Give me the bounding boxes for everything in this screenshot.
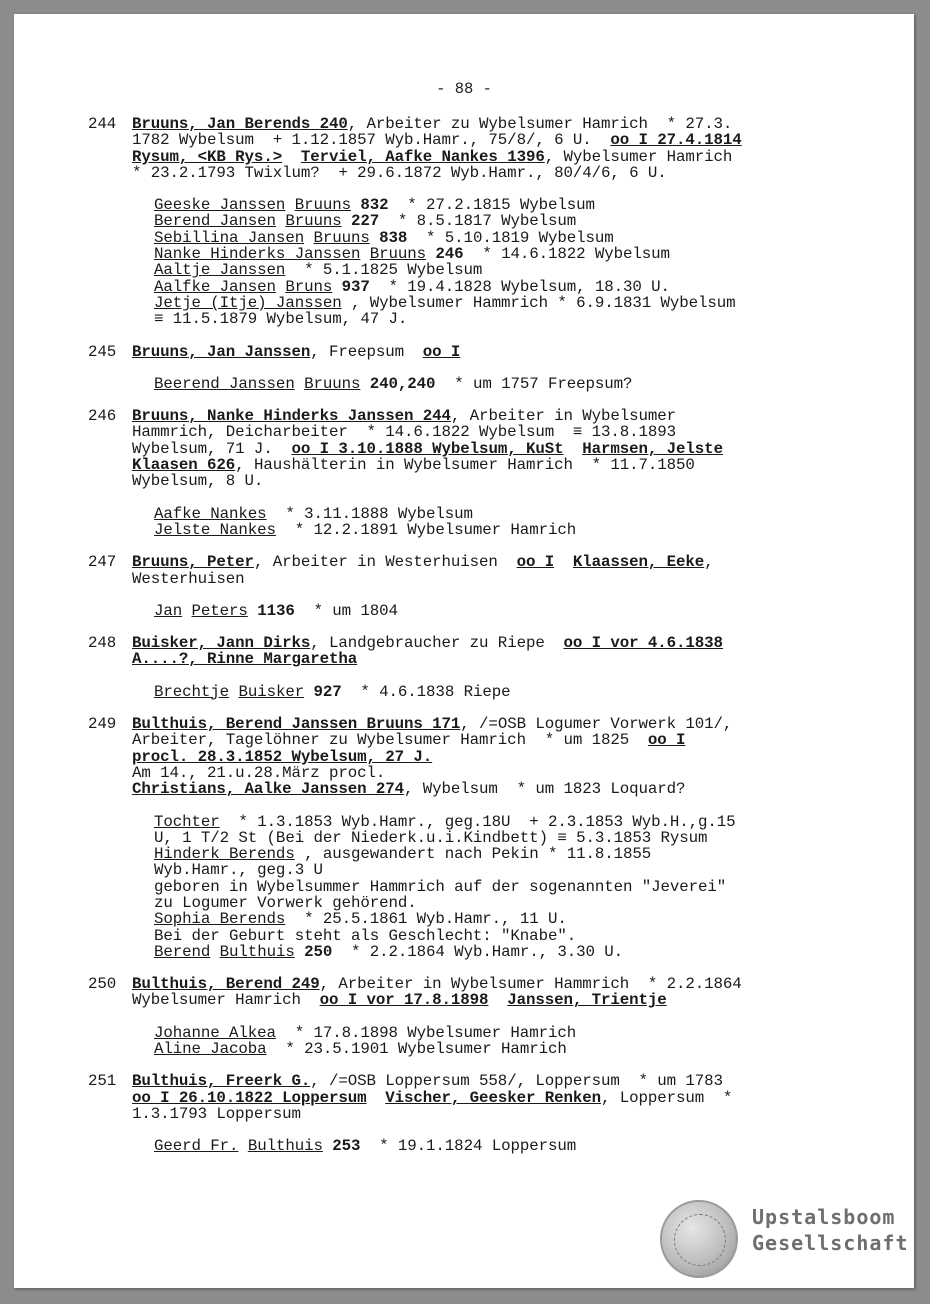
child-name: Johanne Alkea — [154, 1023, 276, 1042]
person-name: Buisker, Jann Dirks — [132, 634, 311, 653]
spouse-name: Klaassen, Eeke — [572, 553, 705, 572]
entry-text — [182, 602, 191, 620]
entry-text — [323, 1137, 332, 1155]
marriage-record: procl. 28.3.1852 Wybelsum, 27 J. — [132, 747, 433, 766]
child-name: Beerend Janssen — [154, 374, 295, 393]
page-number: - 88 - — [436, 80, 492, 98]
entry-text: , Landgebraucher zu Riepe — [310, 634, 564, 653]
child-name: Sebillina Jansen — [154, 228, 305, 247]
child-line — [154, 262, 858, 278]
entry-line — [132, 116, 858, 132]
child-name: Berend Jansen — [154, 212, 276, 231]
entry-text: * 27.2.1815 Wybelsum — [388, 196, 595, 215]
entry-text: * 19.1.1824 Loppersum — [360, 1137, 577, 1156]
child-surname: Bulthuis — [247, 1137, 323, 1156]
children-list — [132, 603, 858, 619]
person-name: Bruuns, Nanke Hinderks Janssen 244 — [132, 407, 451, 426]
entry-line — [132, 132, 858, 148]
child-surname: Bruuns — [369, 245, 427, 264]
entry-text: 1782 Wybelsum + 1.12.1857 Wyb.Hamr., 75/8/, 6 U. — [132, 131, 611, 150]
child-name: Sophia Berends — [154, 910, 286, 929]
entry-text — [342, 212, 351, 230]
child-line — [154, 846, 858, 862]
entry-text: , Loppersum * — [601, 1088, 733, 1107]
child-line — [154, 376, 858, 392]
entry-text — [248, 602, 257, 620]
logo-text — [752, 1204, 909, 1256]
entry-text — [276, 278, 285, 296]
entry-number: 244 — [88, 115, 117, 133]
child-name: Geeske Janssen — [154, 196, 286, 215]
entry-text: , Wybelsum * um 1823 Loquard? — [404, 780, 686, 799]
child-surname: Bulthuis — [219, 942, 295, 961]
child-name: Jan — [154, 601, 183, 620]
entry-text: * 4.6.1838 Riepe — [341, 682, 511, 701]
child-line — [154, 603, 858, 619]
entry-text: * 2.2.1864 Wyb.Hamr., 3.30 U. — [332, 942, 624, 961]
entry-number: 250 — [88, 975, 117, 994]
entry-text: , Arbeiter in Wybelsumer — [450, 407, 677, 426]
entry-text — [295, 943, 304, 961]
entry-number: 248 — [88, 634, 117, 653]
person-name: Bruuns, Peter — [132, 553, 254, 572]
entry-text: * 12.2.1891 Wybelsumer Hamrich — [275, 520, 577, 539]
child-ref: 250 — [304, 942, 333, 961]
marriage-record: oo I vor 17.8.1898 — [319, 991, 489, 1010]
entry-text: * 5.1.1825 Wybelsum — [285, 261, 483, 280]
entry-text — [367, 1089, 386, 1107]
entry-text: , Freepsum — [310, 342, 423, 361]
child-line — [154, 1025, 858, 1041]
entry-text — [210, 943, 219, 961]
entry-text: Arbeiter, Tagelöhner zu Wybelsumer Hamrich * um 1825 — [132, 731, 648, 750]
child-line — [154, 1041, 858, 1057]
child-name: Aafke Nankes — [154, 504, 267, 523]
seal-inner-ring — [674, 1214, 726, 1266]
entry-line — [132, 992, 858, 1008]
entry-text: , Haushälterin in Wybelsumer Hamrich * 11.7.1850 — [235, 456, 695, 475]
child-line — [154, 684, 858, 700]
spouse-name: Terviel, Aafke Nankes 1396 — [300, 147, 545, 166]
entry-line — [132, 344, 858, 360]
spouse-name: A....?, Rinne Margaretha — [132, 650, 358, 669]
child-name: Tochter — [154, 812, 220, 831]
entry-line — [132, 408, 858, 424]
entry-text: * 19.4.1828 Wybelsum, 18.30 U. — [369, 277, 670, 296]
entry-line — [132, 976, 858, 992]
entry-text: Wybelsum, 71 J. — [132, 439, 292, 458]
child-ref: 838 — [379, 228, 408, 247]
children-list — [132, 684, 858, 700]
entry-text: * 5.10.1819 Wybelsum — [407, 228, 614, 247]
children-list — [132, 1025, 858, 1058]
marriage-record: oo I 3.10.1888 Wybelsum, KuSt — [291, 439, 564, 458]
entry-line — [132, 149, 858, 165]
child-ref: 227 — [351, 212, 380, 231]
child-name: Jetje (Itje) Janssen — [154, 293, 342, 312]
entry-text: , Wybelsumer Hammrich * 6.9.1831 Wybelsum — [341, 293, 736, 312]
child-line — [154, 279, 858, 295]
entry-text — [282, 148, 301, 166]
marriage-record: oo I 26.10.1822 Loppersum — [132, 1088, 367, 1107]
entry-248 — [88, 635, 858, 700]
entry-text: * um 1757 Freepsum? — [435, 374, 633, 393]
entry-text: , /=OSB Loppersum 558/, Loppersum * um 1783 — [310, 1072, 723, 1091]
entry-line: Westerhuisen — [132, 569, 245, 588]
child-line: Bei der Geburt steht als Geschlecht: "Knabe". — [154, 926, 577, 945]
entry-text: * 23.5.1901 Wybelsumer Hamrich — [266, 1040, 567, 1059]
entry-text — [332, 278, 341, 296]
spouse-name: Klaasen 626 — [132, 456, 236, 475]
entry-text: * 8.5.1817 Wybelsum — [379, 212, 577, 231]
entry-line — [132, 781, 858, 797]
entry-number: 249 — [88, 715, 117, 734]
entry-text: * 25.5.1861 Wyb.Hamr., 11 U. — [285, 910, 567, 929]
entry-text — [304, 683, 313, 701]
marriage-record: oo I — [516, 553, 555, 572]
child-line — [154, 814, 858, 830]
entry-line — [132, 441, 858, 457]
child-surname: Bruuns — [285, 212, 342, 231]
entry-text: , Arbeiter in Wybelsumer Hammrich * 2.2.1864 — [319, 975, 742, 994]
entry-text — [295, 375, 304, 393]
spouse-name: Janssen, Trientje — [507, 991, 667, 1010]
document-page — [14, 14, 914, 1288]
entry-line — [132, 1090, 858, 1106]
entry-text: , Arbeiter in Westerhuisen — [253, 553, 517, 572]
child-name: Berend — [154, 942, 211, 961]
entry-text: * 3.11.1888 Wybelsum — [266, 504, 473, 523]
entry-text — [554, 553, 573, 571]
marriage-record: oo I — [647, 731, 686, 750]
entry-249 — [88, 716, 858, 960]
logo-line-2: Gesellschaft — [752, 1231, 909, 1255]
child-ref: 927 — [313, 682, 342, 701]
entry-line: Am 14., 21.u.28.März procl. — [132, 763, 386, 782]
child-line — [154, 944, 858, 960]
child-line: ≡ 11.5.1879 Wybelsum, 47 J. — [154, 310, 408, 329]
child-line — [154, 246, 858, 262]
entry-line: * 23.2.1793 Twixlum? + 29.6.1872 Wyb.Hamr., 80/4/6, 6 U. — [132, 163, 667, 182]
child-line — [154, 506, 858, 522]
seal-icon — [660, 1200, 738, 1278]
marriage-record: oo I — [422, 342, 461, 361]
entry-number: 251 — [88, 1072, 117, 1091]
child-name: Aline Jacoba — [154, 1040, 267, 1059]
child-name: Brechtje — [154, 682, 230, 701]
entry-text — [370, 229, 379, 247]
entry-text — [563, 440, 582, 458]
child-name: Geerd Fr. — [154, 1137, 239, 1156]
child-line — [154, 230, 858, 246]
marriage-record: oo I vor 4.6.1838 — [563, 634, 723, 653]
child-line — [154, 911, 858, 927]
child-line — [154, 522, 858, 538]
entry-text: , Arbeiter zu Wybelsumer Hamrich * 27.3. — [347, 115, 733, 133]
entry-text — [276, 212, 285, 230]
spouse-name: Christians, Aalke Janssen 274 — [132, 780, 405, 799]
entry-line — [132, 635, 858, 651]
entry-text: , Wybelsumer Hamrich — [544, 147, 733, 166]
genealogy-entries — [88, 116, 858, 1171]
child-name: Jelste Nankes — [154, 520, 276, 539]
child-surname: Bruns — [285, 277, 333, 296]
entry-text: , /=OSB Logumer Vorwerk 101/, — [460, 715, 733, 734]
child-line — [154, 1138, 858, 1154]
entry-247 — [88, 554, 858, 619]
child-line: geboren in Wybelsummer Hammrich auf der sogenannten "Jeverei" — [154, 877, 727, 896]
logo-line-1: Upstalsboom — [752, 1205, 896, 1229]
child-surname: Peters — [191, 601, 248, 620]
entry-text — [285, 196, 294, 214]
child-line: Wyb.Hamr., geg.3 U — [154, 861, 323, 880]
child-ref: 253 — [332, 1137, 361, 1156]
entry-line — [132, 732, 858, 748]
entry-text — [351, 196, 360, 214]
child-surname: Bruuns — [294, 196, 351, 215]
entry-line: 1.3.1793 Loppersum — [132, 1104, 301, 1123]
entry-244 — [88, 116, 858, 328]
person-name: Bruuns, Jan Janssen — [132, 342, 311, 361]
child-name: Aalfke Jansen — [154, 277, 276, 296]
person-name: Bulthuis, Freerk G. — [132, 1072, 311, 1091]
entry-text — [426, 245, 435, 263]
entry-number: 245 — [88, 342, 117, 361]
child-line — [154, 213, 858, 229]
entry-246 — [88, 408, 858, 538]
spouse-name: Vischer, Geesker Renken — [385, 1088, 601, 1107]
entry-number: 246 — [88, 407, 117, 426]
entry-text — [360, 375, 369, 393]
society-logo — [660, 1200, 909, 1280]
child-name: Aaltje Janssen — [154, 261, 286, 280]
entry-text: * um 1804 — [294, 601, 398, 620]
entry-text — [360, 245, 369, 263]
person-name: Bulthuis, Berend 249 — [132, 975, 320, 994]
children-list — [132, 376, 858, 392]
entry-text: , — [704, 553, 714, 572]
spouse-name: Harmsen, Jelste — [582, 439, 723, 458]
person-name: Bruuns, Jan Berends 240 — [132, 115, 348, 133]
child-surname: Bruuns — [304, 374, 361, 393]
children-list — [132, 1138, 858, 1154]
child-ref: 240,240 — [369, 374, 436, 393]
entry-text — [238, 1137, 247, 1155]
child-line — [154, 197, 858, 213]
entry-text: * 17.8.1898 Wybelsumer Hamrich — [275, 1023, 577, 1042]
child-line: U, 1 T/2 St (Bei der Niederk.u.i.Kindbett) ≡ 5.3.1853 Rysum — [154, 828, 708, 847]
children-list — [132, 506, 858, 539]
child-line — [154, 295, 858, 311]
children-list — [132, 197, 858, 327]
entry-250 — [88, 976, 858, 1057]
entry-line — [132, 716, 858, 732]
entry-number: 247 — [88, 553, 117, 572]
entry-text: , ausgewandert nach Pekin * 11.8.1855 — [294, 845, 652, 864]
person-name: Bulthuis, Berend Janssen Bruuns 171 — [132, 715, 461, 734]
entry-text: * 14.6.1822 Wybelsum — [463, 245, 670, 264]
entry-text: * 1.3.1853 Wyb.Hamr., geg.18U + 2.3.1853 Wyb.H.,g.15 — [219, 812, 736, 831]
child-ref: 246 — [435, 245, 464, 264]
child-ref: 937 — [341, 277, 370, 296]
entry-line: Hammrich, Deicharbeiter * 14.6.1822 Wybelsum ≡ 13.8.1893 — [132, 423, 677, 442]
entry-line — [132, 1073, 858, 1089]
entry-line: Wybelsum, 8 U. — [132, 472, 264, 491]
entry-text: Wybelsumer Hamrich — [132, 991, 320, 1010]
entry-251 — [88, 1073, 858, 1154]
child-surname: Bruuns — [313, 228, 370, 247]
entry-line — [132, 554, 858, 570]
child-name: Hinderk Berends — [154, 845, 295, 864]
child-line: zu Logumer Vorwerk gehörend. — [154, 893, 417, 912]
child-name: Nanke Hinderks Janssen — [154, 245, 361, 264]
child-surname: Buisker — [238, 682, 305, 701]
marriage-record: oo I 27.4.1814 — [610, 131, 742, 150]
marriage-record: Rysum, <KB Rys.> — [132, 147, 283, 166]
child-ref: 832 — [360, 196, 389, 215]
entry-245 — [88, 344, 858, 393]
entry-text — [488, 991, 507, 1009]
entry-line — [132, 457, 858, 473]
children-list — [132, 814, 858, 961]
child-ref: 1136 — [257, 601, 295, 620]
